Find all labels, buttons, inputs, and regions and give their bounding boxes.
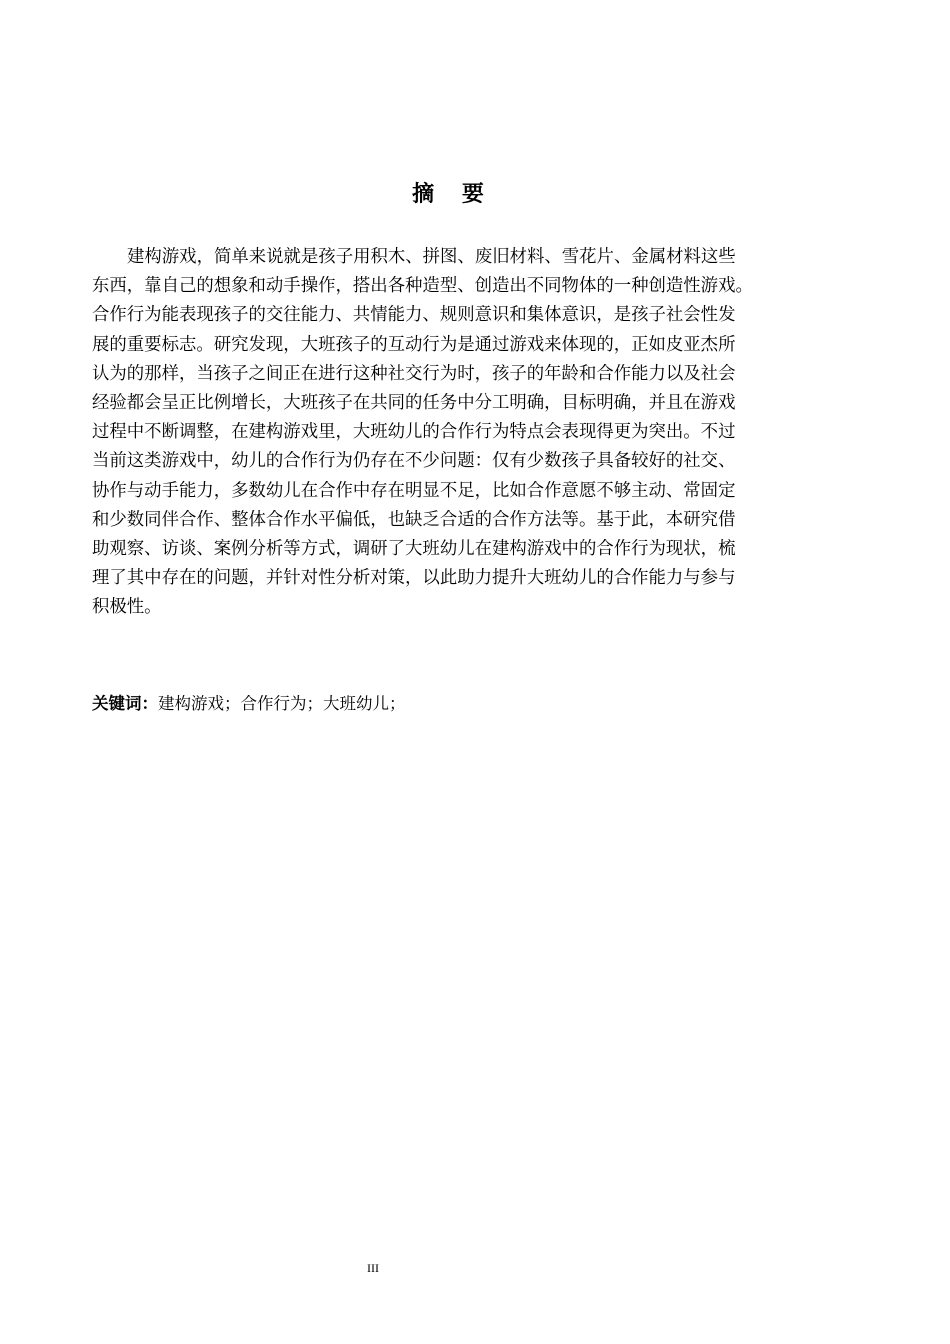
abstract-line: 经验都会呈正比例增长，大班孩子在共同的任务中分工明确，目标明确，并且在游戏	[92, 392, 736, 413]
abstract-title: 摘 要	[412, 182, 494, 207]
keywords-label: 关键词：	[92, 694, 158, 713]
abstract-line: 认为的那样，当孩子之间正在进行这种社交行为时，孩子的年龄和合作能力以及社会	[92, 363, 736, 384]
abstract-line: 助观察、访谈、案例分析等方式，调研了大班幼儿在建构游戏中的合作行为现状，梳	[92, 538, 736, 559]
keywords-line	[92, 690, 832, 718]
abstract-body	[92, 243, 832, 622]
abstract-line: 积极性。	[92, 597, 162, 618]
abstract-line: 东西，靠自己的想象和动手操作，搭出各种造型、创造出不同物体的一种创造性游戏。	[92, 276, 753, 297]
abstract-line: 协作与动手能力，多数幼儿在合作中存在明显不足，比如合作意愿不够主动、常固定	[92, 480, 736, 501]
abstract-line: 展的重要标志。研究发现，大班孩子的互动行为是通过游戏来体现的，正如皮亚杰所	[92, 334, 736, 355]
abstract-line: 合作行为能表现孩子的交往能力、共情能力、规则意识和集体意识，是孩子社会性发	[92, 305, 736, 326]
abstract-line: 当前这类游戏中，幼儿的合作行为仍存在不少问题：仅有少数孩子具备较好的社交、	[92, 451, 736, 472]
abstract-line: 和少数同伴合作、整体合作水平偏低，也缺乏合适的合作方法等。基于此，本研究借	[92, 509, 736, 530]
page-number: III	[367, 1261, 379, 1275]
abstract-line: 过程中不断调整，在建构游戏里，大班幼儿的合作行为特点会表现得更为突出。不过	[92, 422, 736, 443]
abstract-line: 建构游戏，简单来说就是孩子用积木、拼图、废旧材料、雪花片、金属材料这些	[127, 247, 736, 267]
abstract-line: 理了其中存在的问题，并针对性分析对策，以此助力提升大班幼儿的合作能力与参与	[92, 568, 736, 589]
keywords-value: 建构游戏；合作行为；大班幼儿；	[158, 694, 406, 713]
